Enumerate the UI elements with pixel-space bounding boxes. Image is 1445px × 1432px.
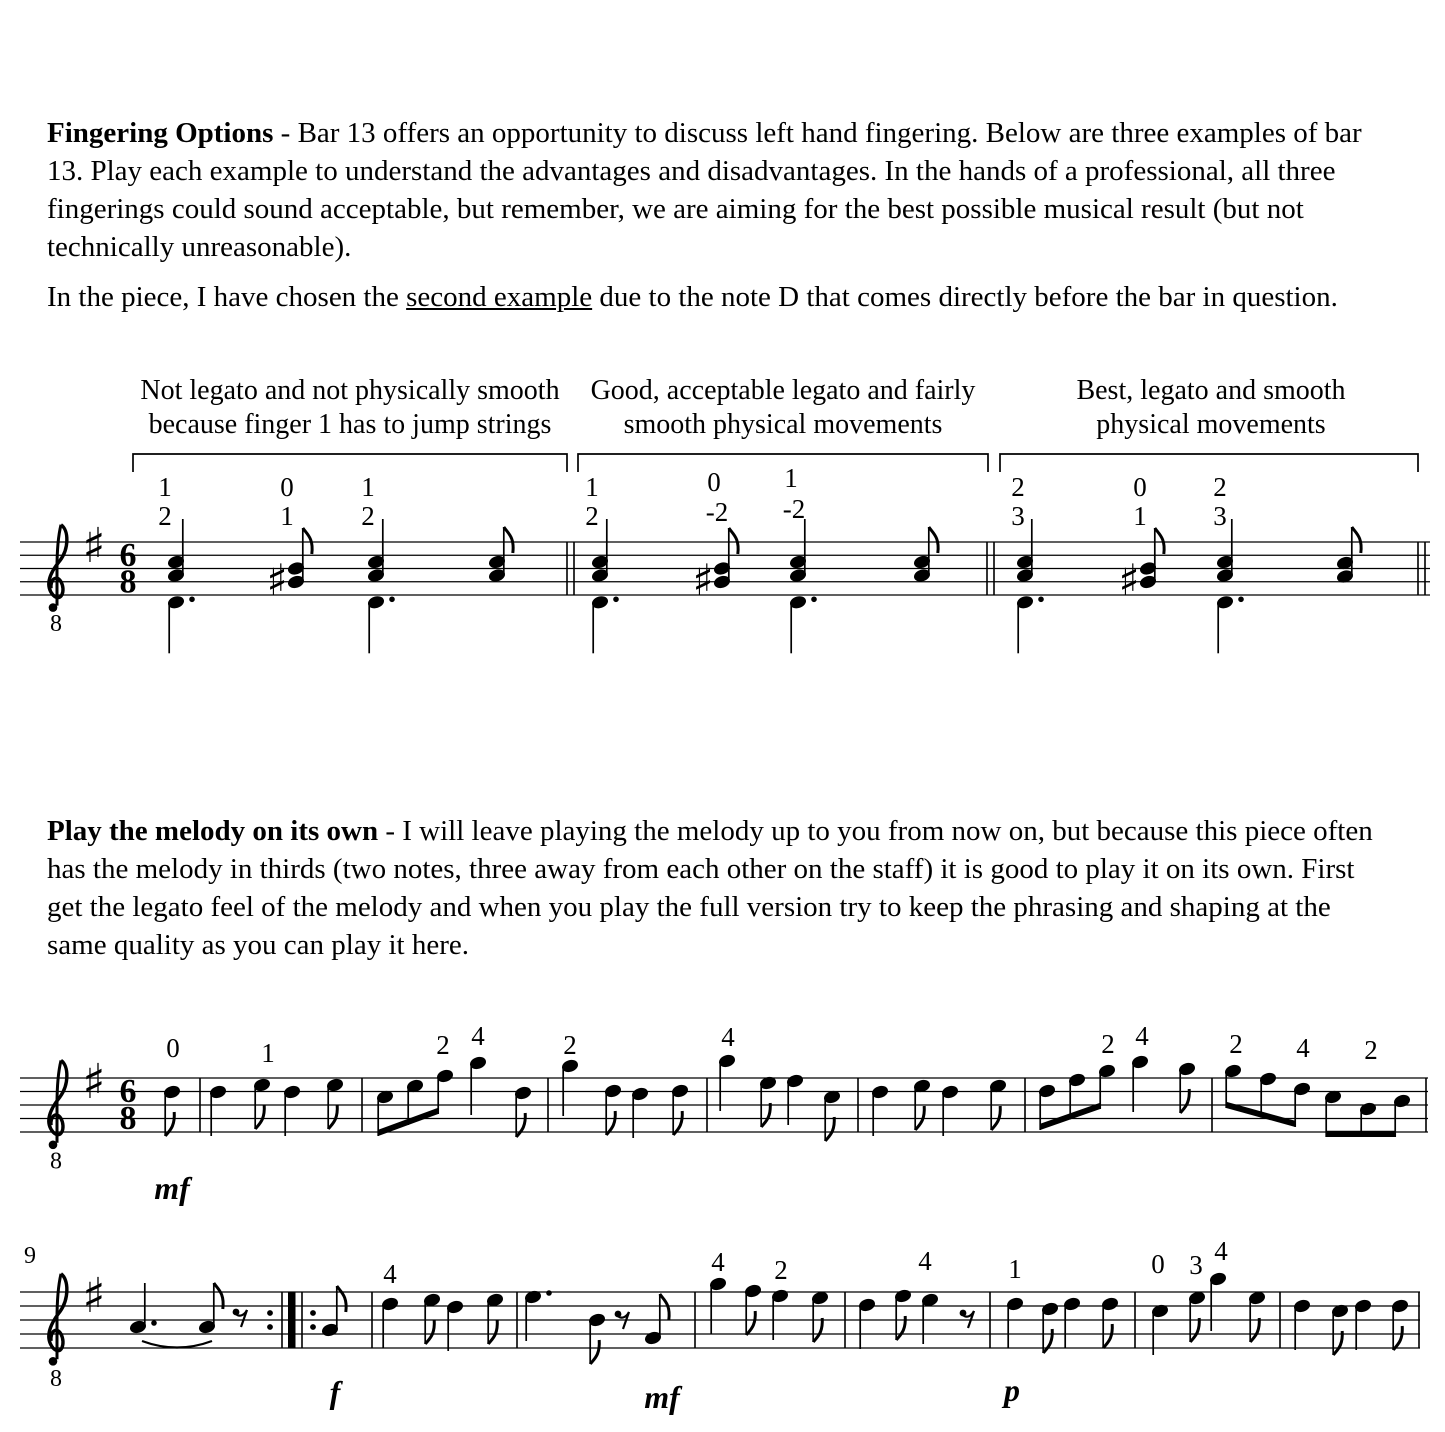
eighth-flag (729, 528, 738, 554)
fingering-number: 4 (721, 1022, 735, 1052)
note (1390, 1298, 1409, 1350)
note (1353, 1298, 1372, 1350)
eighth-flag (746, 1311, 755, 1335)
note (208, 1084, 227, 1136)
fingering-options-heading: Fingering Options (47, 117, 274, 149)
example-1-label-line1: Not legato and not physically smooth (140, 375, 560, 406)
chord-note (286, 528, 312, 590)
example-3-label-line1: Best, legato and smooth (1076, 375, 1346, 406)
sharp-accidental: ♯ (266, 555, 288, 607)
key-signature-sharp: ♯ (82, 518, 106, 574)
play-melody-body: - I will leave playing the melody up to you from now on, but because this piece often has the melody in thirds (two notes, three away from each other on the staff) it is good to play it on its own. First get the legato feel of the melody and when you play the full version try to keep the phrasing and shaping at the same quality as you can play it here. (47, 815, 1373, 961)
fingering-number: 0 (707, 467, 721, 497)
note (513, 1085, 532, 1137)
note (1208, 1271, 1227, 1331)
time-signature-numerator: 6 (119, 536, 137, 574)
play-melody-heading: Play the melody on its own (47, 815, 379, 847)
chord-note (590, 519, 618, 653)
fingering-number: 0 (1151, 1249, 1165, 1279)
beamed-note-group (1223, 1063, 1311, 1127)
dynamic-mark: p (1004, 1372, 1020, 1408)
time-signature-numerator: 6 (119, 1073, 137, 1110)
sharp-accidental: ♯ (692, 555, 714, 607)
chord-note (1215, 519, 1243, 653)
fingering-number: 2 (1229, 1029, 1243, 1059)
eighth-flag (1352, 527, 1361, 553)
fingering-number: 4 (918, 1246, 932, 1276)
note (940, 1084, 959, 1136)
eighth-flag (255, 1105, 264, 1129)
beamed-note-group (1323, 1089, 1411, 1137)
fingering-number: 4 (471, 1021, 485, 1051)
eighth-flag (660, 1294, 669, 1320)
sharp-accidental (692, 556, 713, 607)
dynamic-mark: f (329, 1374, 341, 1410)
bar-number: 9 (24, 1243, 36, 1269)
fingering-number: 1 (158, 472, 172, 502)
note (197, 1283, 223, 1335)
eighth-rest (960, 1310, 974, 1328)
eighth-flag (303, 528, 312, 554)
fingering-number: 2 (774, 1255, 788, 1285)
chord-note (712, 528, 738, 590)
note (523, 1289, 551, 1341)
dynamic-mark: mf (154, 1170, 190, 1206)
eighth-flag (1155, 528, 1164, 554)
note (857, 1297, 876, 1349)
note (822, 1089, 841, 1141)
beamed-note-group (1037, 1063, 1116, 1130)
eighth-flag (1190, 1318, 1199, 1342)
eighth-rest (233, 1309, 247, 1327)
note (603, 1083, 622, 1135)
fingering-number: 2 (1101, 1029, 1115, 1059)
fingering-options-body: - Bar 13 offers an opportunity to discuss left hand fingering. Below are three examples of bar 13. Play each example to understand the advantages and disadvantages. In the hands of a professional, all three fingerings could sound acceptable, but remember, we are aiming for the best possible musical result (but not technically unreasonable). (47, 117, 1362, 263)
clef-octave-8: 8 (50, 1365, 62, 1392)
note (893, 1288, 912, 1340)
note (708, 1276, 727, 1334)
note (587, 1312, 606, 1364)
note (325, 1077, 344, 1129)
fingering-number: 3 (1189, 1250, 1203, 1280)
note (785, 1073, 804, 1125)
dynamic-mark: mf (644, 1379, 680, 1415)
example-3-label-line2: physical movements (1096, 409, 1326, 440)
note (630, 1086, 649, 1138)
chord-note (1015, 519, 1043, 653)
key-signature-sharp: ♯ (82, 1054, 106, 1110)
note (920, 1292, 939, 1344)
chord-note (1138, 528, 1164, 590)
eighth-flag (1043, 1329, 1052, 1353)
melody-staff-line-1 (20, 1021, 1428, 1206)
eighth-flag (813, 1318, 822, 1342)
note (282, 1084, 301, 1136)
eighth-flag (516, 1113, 525, 1137)
note (717, 1053, 736, 1111)
note (758, 1075, 777, 1127)
fingering-number: 2 (585, 501, 599, 531)
note (870, 1084, 889, 1136)
note (988, 1078, 1007, 1130)
eighth-flag (1250, 1318, 1259, 1342)
chord-note (366, 519, 394, 653)
note (1040, 1301, 1059, 1353)
note (670, 1083, 689, 1135)
fingering-number: 2 (1213, 472, 1227, 502)
eighth-flag (425, 1320, 434, 1344)
choice-text-after: due to the note D that comes directly before the bar in question. (592, 281, 1338, 313)
fingering-number: 4 (711, 1247, 725, 1277)
time-signature-denominator: 8 (119, 1100, 137, 1137)
melody-staff-line-2 (20, 1236, 1420, 1415)
fingering-number: 1 (784, 463, 798, 493)
eighth-flag (214, 1283, 223, 1309)
example-2-bracket (578, 454, 988, 472)
fingering-number: 4 (383, 1259, 397, 1289)
fingering-number: 2 (361, 501, 375, 531)
fingering-number: 0 (1133, 472, 1147, 502)
example-2-label-line2: smooth physical movements (623, 409, 943, 440)
note (252, 1077, 271, 1129)
fingering-number: -2 (705, 497, 729, 527)
eighth-flag (1180, 1089, 1189, 1113)
fingering-number: 1 (585, 472, 599, 502)
note (445, 1299, 464, 1351)
fingering-number: 1 (280, 501, 294, 531)
fingering-number: -2 (782, 494, 806, 524)
fingering-number: 1 (1133, 501, 1147, 531)
key-signature-sharp: ♯ (82, 1268, 106, 1324)
fingering-number: 4 (1214, 1236, 1228, 1266)
eighth-flag (488, 1320, 497, 1344)
clef-octave-8: 8 (50, 611, 62, 638)
fingering-number: 0 (280, 472, 294, 502)
note (912, 1078, 931, 1130)
fingering-number: 2 (1364, 1035, 1378, 1065)
note (485, 1292, 504, 1344)
eighth-flag (825, 1117, 834, 1141)
eighth-flag (590, 1340, 599, 1364)
example-2-label-line1: Good, acceptable legato and fairly (590, 375, 976, 406)
eighth-flag (504, 527, 513, 553)
clef-octave-8: 8 (50, 1148, 62, 1175)
sharp-accidental: ♯ (1118, 555, 1140, 607)
fingering-number: 1 (361, 472, 375, 502)
note (320, 1286, 346, 1338)
fingering-number: 1 (261, 1038, 275, 1068)
fingering-number: 4 (1135, 1021, 1149, 1051)
example-3-bracket (1000, 454, 1418, 472)
note (1062, 1296, 1081, 1348)
eighth-flag (328, 1105, 337, 1129)
eighth-flag (337, 1286, 346, 1312)
note (1330, 1303, 1349, 1355)
note (560, 1058, 579, 1116)
example-1-label-line2: because finger 1 has to jump strings (148, 409, 552, 440)
note (770, 1288, 789, 1340)
note (468, 1055, 487, 1115)
fingering-number: 2 (436, 1030, 450, 1060)
note (422, 1292, 441, 1344)
example-1-bracket (133, 454, 567, 472)
eighth-flag (761, 1103, 770, 1127)
note (1005, 1296, 1024, 1348)
sharp-accidental (1118, 556, 1139, 607)
fingering-number: 1 (1008, 1254, 1022, 1284)
choice-underlined-text: second example (406, 281, 593, 313)
chord-note (166, 519, 194, 653)
fingering-number: 2 (1011, 472, 1025, 502)
fingering-examples-staff (20, 463, 1430, 653)
fingering-number: 0 (166, 1033, 180, 1063)
note (743, 1283, 762, 1335)
fingering-number: 4 (1296, 1033, 1310, 1063)
note (1100, 1296, 1119, 1348)
note (1150, 1303, 1169, 1355)
chord-note (788, 519, 816, 653)
note (1292, 1298, 1311, 1350)
fingering-number: 2 (158, 501, 172, 531)
note (128, 1283, 156, 1335)
tie-slur (142, 1341, 212, 1348)
eighth-flag (1393, 1326, 1402, 1350)
time-signature-denominator: 8 (119, 563, 137, 601)
note (162, 1084, 181, 1136)
eighth-flag (929, 527, 938, 553)
fingering-number: 2 (563, 1030, 577, 1060)
choice-text-before: In the piece, I have chosen the (47, 281, 407, 313)
eighth-flag (1103, 1324, 1112, 1348)
fingering-number: 3 (1213, 501, 1227, 531)
note (380, 1296, 399, 1348)
fingering-number: 3 (1011, 501, 1025, 531)
note (1130, 1054, 1149, 1112)
sharp-accidental (266, 556, 287, 607)
